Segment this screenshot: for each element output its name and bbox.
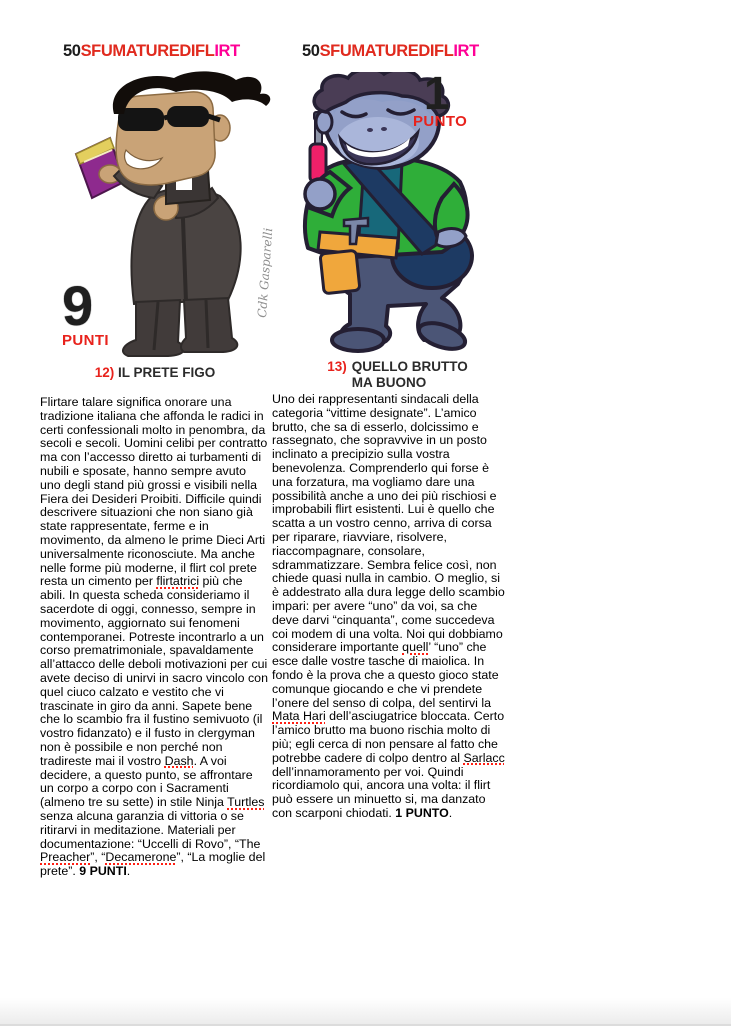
text-run: dell’innamoramento per voi. Quindi ricordiamolo qui, ancora una volta: il flirt può essere un minuetto si, ma danzato con scarponi chiodati.: [272, 764, 491, 820]
masthead-left: [63, 42, 240, 61]
masthead-word-red: SFUMATUREDIFL: [319, 42, 454, 60]
ugly-but-good-illustration: [292, 67, 502, 362]
priest-trousers: [123, 298, 237, 356]
article-body-right: [272, 393, 506, 821]
text-run: dell’asciugatrice bloccata. Certo l’amico brutto ma buono rischia molto di più; egli cerca di non pensare al fatto che potrebbe cadere di colpo dentro al: [272, 709, 505, 765]
misspelled-word: quell’: [402, 640, 431, 655]
priest-face: [116, 92, 230, 185]
score-label-right: PUNTO: [413, 113, 468, 130]
section-title-right: [290, 359, 505, 391]
section-number: 13): [327, 359, 347, 374]
article-body-left: [40, 396, 269, 879]
misspelled-word: Turtles: [227, 795, 265, 810]
score-label-left: PUNTI: [62, 332, 109, 349]
text-run: senza alcuna garanzia di vittoria o se ritirarvi in meditazione. Materiali per documentazione: “Uccelli di Rovo”, “The: [40, 808, 261, 851]
misspelled-word: Mata Hari: [272, 709, 326, 724]
masthead-number: 50: [302, 42, 320, 60]
score-inline-bold: 1 PUNTO: [395, 805, 449, 820]
misspelled-word: Sarlacc: [463, 750, 505, 765]
priest-illustration: [70, 66, 298, 358]
masthead-number: 50: [63, 42, 81, 60]
masthead-right: [302, 42, 479, 61]
title-line-1: QUELLO BRUTTO: [351, 359, 468, 374]
misspelled-word: flirtatrici: [156, 574, 200, 589]
section-title-left: [40, 365, 270, 381]
illustrator-signature: Cdk Gasparelli: [255, 227, 276, 319]
score-inline-bold: 9 PUNTI: [79, 864, 127, 879]
score-number-right: 1: [424, 67, 448, 119]
text-run: Uno dei rappresentanti sindacali della categoria “vittime designate”. L’amico brutto, che sa di esserlo, dolcissimo e rassegnato, che sopravvive in un posto inclinato a precipizio sulla vostra benevolenza. Comprenderlo qui forse è una forzatura, ma vogliamo dare una possibilità anche a uno dei più rischiosi e improbabili flirt esistenti. Lui è quello che scatta a un vostro cenno, arriva di corsa per riparare, riavviare, risolvere, riaccompagnare, consolare, sdrammatizzare. Sembra felice così, non chiede quasi nulla in cambio. O meglio, si è addestrato alla dura legge dello scambio impari: per avere “uno” da voi, sa che deve darvi “cinquanta”, come succedeva coi modem di una volta. Noi qui dobbiamo considerare importante: [272, 392, 505, 655]
section-title-text: [352, 359, 468, 391]
page-bottom-edge: [0, 998, 731, 1026]
text-run: .: [126, 864, 131, 879]
misspelled-word: Preacher: [40, 850, 91, 865]
misspelled-word: Decamerone: [105, 850, 177, 865]
text-run: ”, “: [90, 850, 106, 865]
masthead-word-red: SFUMATUREDIFL: [80, 42, 215, 60]
title-line-2: MA BUONO: [351, 375, 427, 390]
text-run: .: [448, 805, 453, 820]
masthead-word-pink: IRT: [214, 42, 240, 60]
masthead-word-pink: IRT: [453, 42, 479, 60]
text-run: Flirtare talare significa onorare una tradizione italiana che affonda le radici in certi confessionali molto in penombra, da secoli e secoli. Uomini celibi per contratto ma con l’accesso diretto ai turbamenti di nubili e sposate, hanno sempre avuto uno degli stand più grossi e visibili nella Fiera dei Desideri Proibiti. Difficile quindi descrivere situazioni che non siano già state rappresentate, ferme e in movimento, da almeno le prime Dieci Arti universalmente riconosciute. Ma anche nelle forme più moderne, il flirt col prete resta un cimento per: [40, 395, 268, 589]
text-run: “uno” che esce dalle vostre tasche di maiolica. In fondo è la prova che a questo gioco state comunque giocando e che vi prendete l’onere del senso di colpa, del sentirvi la: [272, 640, 499, 710]
text-run: ”, “La moglie del prete”.: [40, 850, 266, 879]
misspelled-word: Dash: [164, 753, 194, 768]
section-title-text: IL PRETE FIGO: [118, 365, 216, 380]
text-run: più che abili. In questa scheda consideriamo il sacerdote di oggi, connesso, sempre in movimento, aggiornato sui fenomeni contemporanei. Potreste incontrarlo a un corso prematrimoniale, spavaldamente all’attacco delle deboli motivazioni per cui avete deciso di unirvi in sacro vincolo con quel ciuco calzato e vestito che vi trascinate in giro da anni. Sapete bene che lo scambio fra il fustino semivuoto (il vostro fidanzato) e il fusto in clergyman non è possibile e non perché non tradireste mai il vostro: [40, 574, 268, 768]
section-number: 12): [94, 365, 115, 380]
text-run: . A voi decidere, a questo punto, se affrontare un corpo a corpo con i Sacramenti (almeno tre su sette) in stile Ninja: [40, 753, 253, 810]
score-number-left: 9: [62, 274, 92, 337]
